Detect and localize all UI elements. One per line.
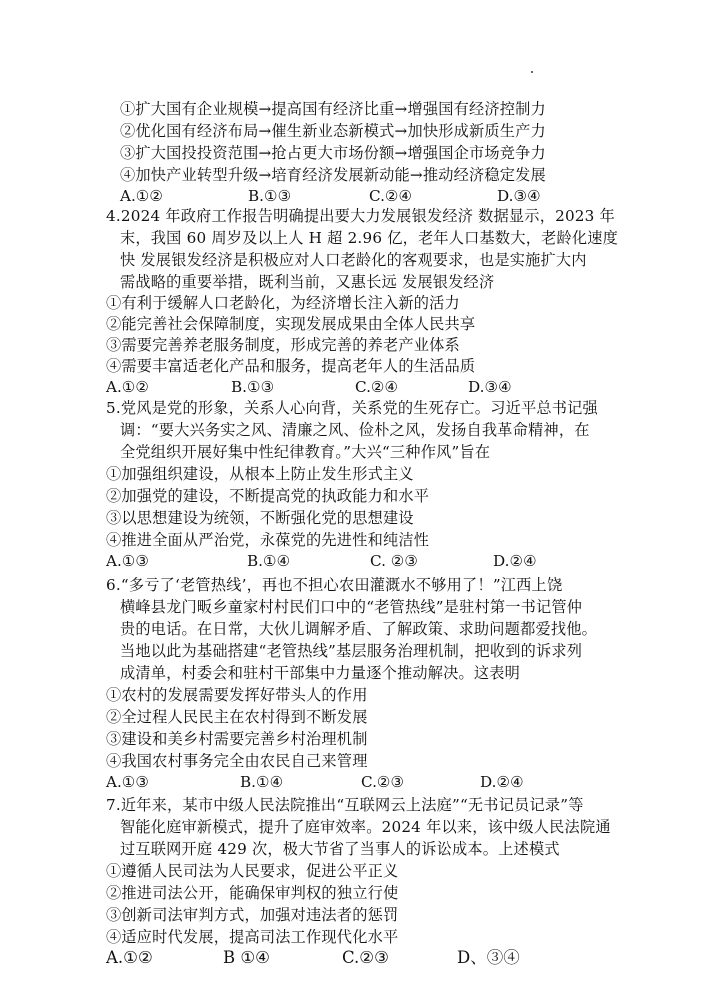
choice-line: ②加强党的建设，不断提高党的执政能力和水平: [106, 487, 430, 505]
option-a: A.①②: [120, 187, 164, 205]
stem-line: 4.2024 年政府工作报告明确提出要大力发展银发经济 数据显示，2023 年: [106, 207, 615, 225]
option-c: C.②③: [361, 773, 405, 791]
stem-line: 全党组织开展好集中性纪律教育。”大兴“三种作风”旨在: [120, 443, 491, 461]
page-speck: [531, 71, 533, 73]
stem-line: 7.近年来，某市中级人民法院推出“互联网云上法庭”“无书记员记录”等: [106, 796, 584, 814]
option-d: D、③④: [457, 948, 520, 967]
stem-line: 横峰县龙门畈乡童家村村民们口中的“老管热线”是驻村第一书记管仲: [120, 598, 583, 616]
option-d: D.②④: [493, 552, 537, 570]
choice-line: ③创新司法审判方式，加强对违法者的惩罚: [106, 906, 399, 924]
option-b: B.①④: [240, 773, 284, 791]
option-d: D.③④: [497, 187, 541, 205]
choice-line: ②推进司法公开，能确保审判权的独立行使: [106, 884, 399, 902]
stem-line: 贵的电话。在日常，大伙儿调解矛盾、了解政策、求助问题都爱找他。: [120, 620, 598, 638]
option-b: B.①④: [247, 552, 291, 570]
option-a: A.①③: [106, 552, 150, 570]
option-b: B ①④: [223, 948, 270, 967]
choice-line: ④推进全面从严治党，永葆党的先进性和纯洁性: [106, 531, 430, 549]
choice-line: ③以思想建设为统领，不断强化党的思想建设: [106, 509, 414, 527]
option-d: D.③④: [468, 378, 512, 396]
choice-line: ④我国农村事务完全由农民自己来管理: [106, 752, 368, 770]
option-a: A.①②: [106, 378, 150, 396]
stem-line: 当地以此为基础搭建“老管热线”基层服务治理机制，把收到的诉求列: [120, 642, 583, 660]
choice-line: ②全过程人民民主在农村得到不断发展: [106, 708, 368, 726]
stem-line: 智能化庭审新模式，提升了庭审效率。2024 年以来，该中级人民法院通: [120, 818, 611, 836]
choice-line: ②能完善社会保障制度，实现发展成果由全体人民共享: [106, 315, 476, 333]
stem-line: 成清单，村委会和驻村干部集中力量逐个推动解决。这表明: [120, 664, 521, 682]
choice-line: ①加强组织建设，从根本上防止发生形式主义: [106, 465, 414, 483]
choice-line: ①扩大国有企业规模→提高国有经济比重→增强国有经济控制力: [120, 100, 546, 118]
choice-line: ④适应时代发展，提高司法工作现代化水平: [106, 928, 399, 946]
choice-line: ③建设和美乡村需要完善乡村治理机制: [106, 730, 368, 748]
choice-line: ③需要完善养老服务制度，形成完善的养老产业体系: [106, 336, 460, 354]
choice-line: ①遵循人民司法为人民要求，促进公平正义: [106, 862, 399, 880]
stem-line: 快 发展银发经济是积极应对人口老龄化的客观要求，也是实施扩大内: [120, 251, 587, 269]
option-b: B.①③: [231, 378, 275, 396]
option-a: A.①③: [106, 773, 150, 791]
stem-line: 过互联网开庭 429 次，极大节省了当事人的诉讼成本。上述模式: [120, 840, 560, 858]
choice-line: ②优化国有经济布局→催生新业态新模式→加快形成新质生产力: [120, 122, 546, 140]
option-a: A.①②: [106, 948, 153, 967]
stem-line: 6.“多亏了‘老管热线’，再也不担心农田灌溉水不够用了！”江西上饶: [106, 576, 563, 594]
choice-line: ④需要丰富适老化产品和服务，提高老年人的生活品质: [106, 357, 476, 375]
option-c: C.②④: [355, 378, 399, 396]
option-c: C.②④: [369, 187, 413, 205]
option-b: B.①③: [248, 187, 292, 205]
option-c: C. ②③: [370, 552, 418, 570]
choice-line: ③扩大国投投资范围→抢占更大市场份额→增强国企市场竞争力: [120, 144, 546, 162]
stem-line: 5.党风是党的形象，关系人心向背，关系党的生死存亡。习近平总书记强: [106, 399, 598, 417]
choice-line: ①有利于缓解人口老龄化，为经济增长注入新的活力: [106, 294, 460, 312]
stem-line: 需战略的重要举措，既利当前，又惠长远 发展银发经济: [120, 273, 495, 291]
stem-line: 调：“要大兴务实之风、清廉之风、俭朴之风，发扬自我革命精神，在: [120, 421, 590, 439]
option-d: D.②④: [480, 773, 524, 791]
choice-line: ④加快产业转型升级→培育经济发展新动能→推动经济稳定发展: [120, 166, 546, 184]
choice-line: ①农村的发展需要发挥好带头人的作用: [106, 686, 368, 704]
stem-line: 末，我国 60 周岁及以上人 H 超 2.96 亿，老年人口基数大，老龄化速度: [120, 229, 619, 247]
option-c: C.②③: [342, 948, 389, 967]
